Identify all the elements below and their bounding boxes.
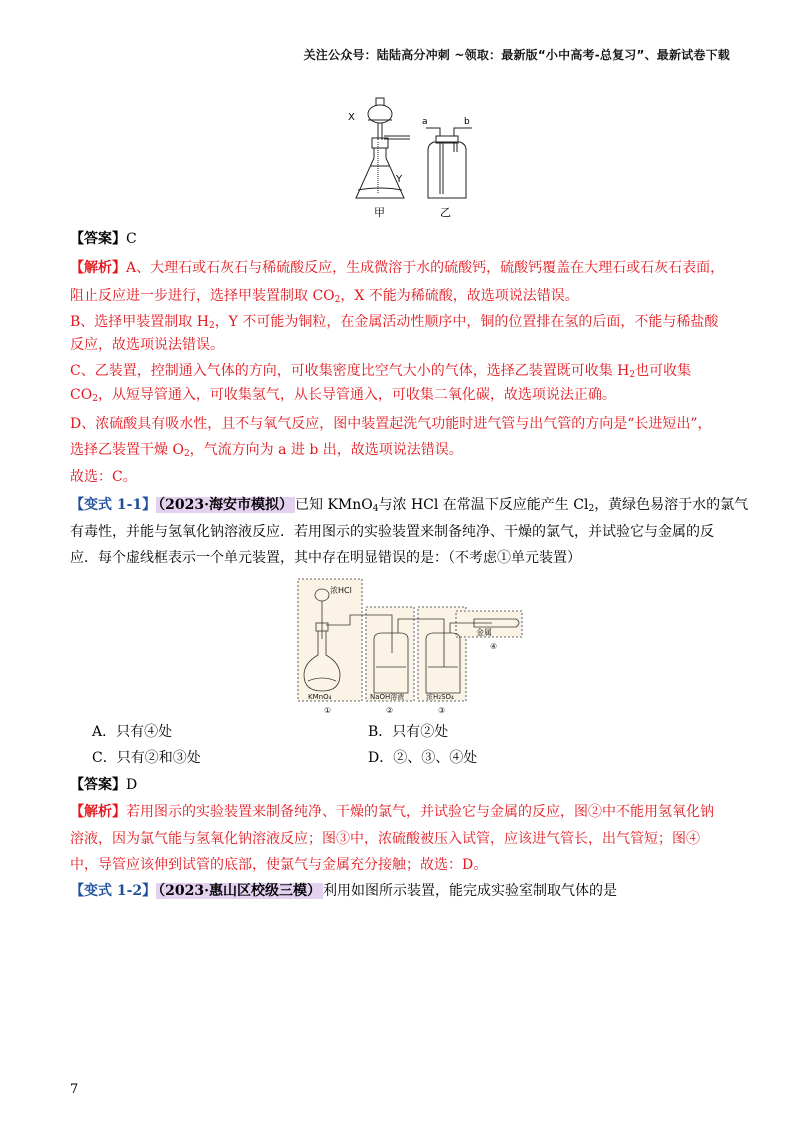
- label-h2so4: 浓H₂SO₄: [426, 693, 454, 701]
- label-metal: 金属: [476, 628, 492, 637]
- label-y: Y: [396, 174, 403, 185]
- q1-analysis-line-1: 【解析】A、大理石或石灰石与稀硫酸反应，生成微溶于水的硫酸钙，硫酸钙覆盖在大理石或石灰石表面，: [70, 260, 725, 276]
- label-kmno4: KMnO₄: [308, 693, 332, 701]
- option-d: D．②、③、④处: [368, 750, 478, 766]
- q2-stem-line-3: 应．每个虚线框表示一个单元装置，其中存在明显错误的是：（不考虑①单元装置）: [70, 550, 581, 566]
- q1-analysis-line-7: D、浓硫酸具有吸水性，且不与氧气反应，图中装置起洗气功能时进气管与出气管的方向是“长进短出”，: [70, 416, 712, 432]
- label-naoh: NaOH溶液: [370, 693, 405, 701]
- page-header: 关注公众号：陆陆高分冲刺 ~领取：最新版“小中高考-总复习”、最新试卷下载: [303, 48, 730, 62]
- q1-analysis-line-4: 反应，故选项说法错误。: [70, 337, 224, 353]
- q1-answer: 【答案】C: [70, 231, 137, 247]
- option-a: A．只有④处: [92, 724, 173, 740]
- unit-4: ④: [490, 642, 498, 651]
- label-x: X: [348, 112, 355, 123]
- q1-analysis-line-5: C、乙装置，控制通入气体的方向，可收集密度比空气大小的气体，选择乙装置既可收集 $H_2$也可收集: [70, 363, 692, 380]
- q1-analysis-line-3: B、选择甲装置制取 $H_2$，Y 不可能为铜粒，在金属活动性顺序中，铜的位置排在氢的后面，不能与稀盐酸: [70, 314, 719, 331]
- unit-1: ①: [324, 706, 332, 715]
- unit-3: ③: [438, 706, 446, 715]
- page-number: 7: [70, 1082, 79, 1097]
- q2-analysis-line-1: 【解析】若用图示的实验装置来制备纯净、干燥的氯气，并试验它与金属的反应，图②中不能用氢氧化钠: [70, 804, 714, 820]
- option-c: C．只有②和③处: [92, 750, 201, 766]
- q2-stem-line-2: 有毒性，并能与氢氧化钠溶液反应．若用图示的实验装置来制备纯净、干燥的氯气，并试验它与金属的反: [70, 524, 714, 540]
- q3-stem: 【变式 1-2】 （2023·惠山区校级三模） 利用如图所示装置，能完成实验室制取气体的是: [70, 883, 618, 899]
- q1-analysis-line-2: 阻止反应进一步进行，选择甲装置制取 $CO_2$，X 不能为稀硫酸，故选项说法错误。: [70, 288, 579, 305]
- apparatus-figure-jia-yi: [348, 90, 498, 220]
- unit-2: ②: [386, 706, 394, 715]
- chlorine-apparatus-figure: [296, 575, 524, 715]
- label-conc-hcl: 浓HCl: [330, 586, 352, 595]
- label-b: b: [464, 117, 470, 127]
- caption-yi: 乙: [440, 206, 451, 219]
- label-a: a: [422, 117, 428, 127]
- q1-analysis-line-6: $CO_2$，从短导管通入，可收集氢气，从长导管通入，可收集二氧化碳，故选项说法正确。: [70, 387, 616, 404]
- q2-stem-line-1: 【变式 1-1】 （2023·海安市模拟） 已知 KMnO$_4$与浓 HCl 在常温下反应能产生 $Cl_2$，黄绿色易溶于水的氯气: [70, 497, 749, 514]
- q1-analysis-line-8: 选择乙装置干燥 $O_2$，气流方向为 a 进 b 出，故选项说法错误。: [70, 442, 463, 459]
- q2-answer: 【答案】D: [70, 777, 138, 793]
- q2-analysis-line-3: 中，导管应该伸到试管的底部，使氯气与金属充分接触；故选：D。: [70, 857, 488, 873]
- q1-analysis-line-9: 故选：C。: [70, 469, 137, 485]
- option-b: B．只有②处: [368, 724, 449, 740]
- q2-analysis-line-2: 溶液，因为氯气能与氢氧化钠溶液反应；图③中，浓硫酸被压入试管，应该进气管长，出气管短；图④: [70, 831, 700, 847]
- caption-jia: 甲: [374, 206, 385, 219]
